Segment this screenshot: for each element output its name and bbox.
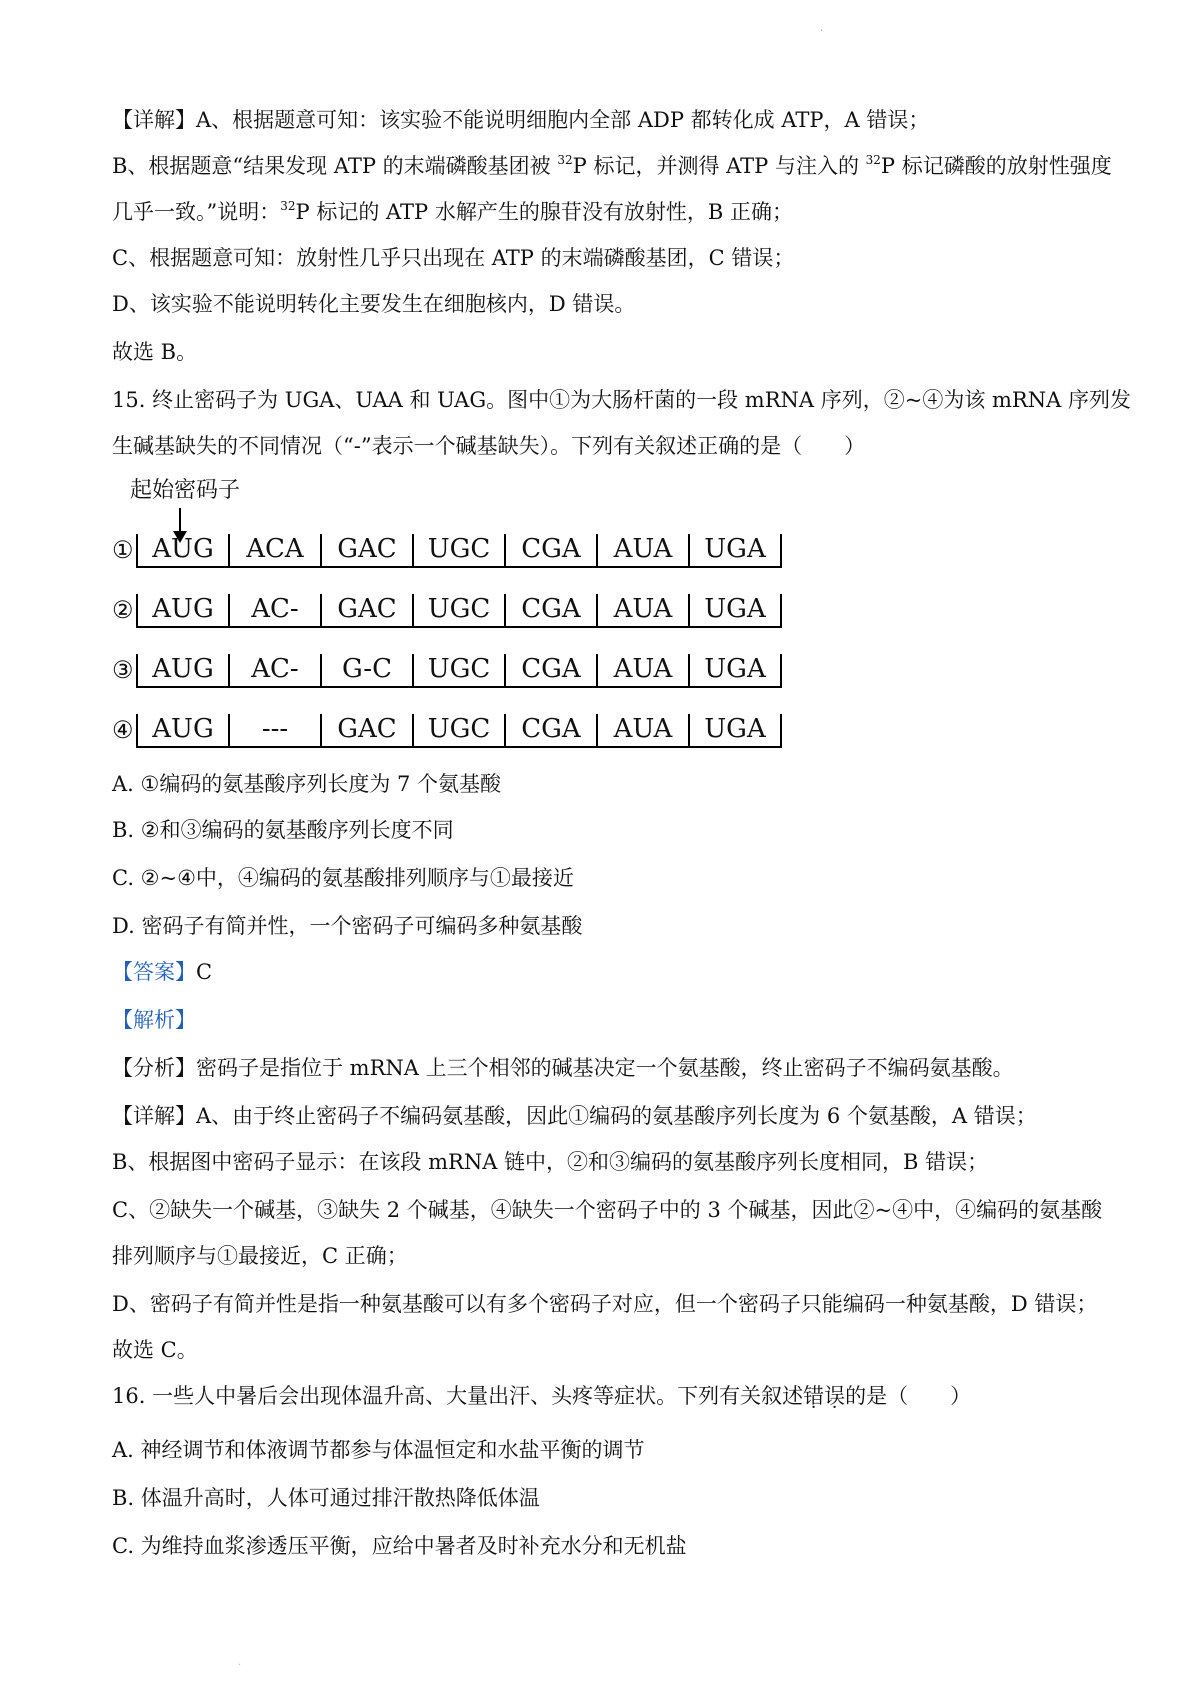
answer bbox=[112, 958, 212, 986]
codon: G-C bbox=[322, 654, 414, 686]
choose-c: 故选 C。 bbox=[112, 1338, 198, 1362]
codon: CGA bbox=[506, 714, 598, 746]
codon: UGC bbox=[414, 534, 506, 566]
codon: CGA bbox=[506, 534, 598, 566]
codon: UGC bbox=[414, 654, 506, 686]
codon: AUA bbox=[598, 534, 690, 566]
analysis-label: 【解析】 bbox=[112, 1008, 196, 1032]
option-c: C. ②~④中，④编码的氨基酸排列顺序与①最接近 bbox=[112, 866, 574, 890]
scan-dot: · bbox=[238, 1660, 242, 1671]
answer-value: C bbox=[196, 960, 213, 984]
explain-a: 【详解】A、根据题意可知：该实验不能说明细胞内全部 ADP 都转化成 ATP，A 错误； bbox=[112, 108, 930, 132]
start-codon-label: 起始密码子 bbox=[130, 478, 241, 503]
codon: AUG bbox=[138, 594, 230, 626]
codon: ACA bbox=[230, 534, 322, 566]
detail-c-line2: 排列顺序与①最接近，C 正确； bbox=[112, 1244, 408, 1268]
q16-option-a: A. 神经调节和体液调节都参与体温恒定和水盐平衡的调节 bbox=[112, 1438, 645, 1462]
explain-b-line1: B、根据题意“结果发现 ATP 的末端磷酸基团被 $^{32}$P 标记，并测得 ATP 与注入的 $^{32}$P 标记磷酸的放射性强度 bbox=[112, 153, 1112, 178]
explain-c: C、根据题意可知：放射性几乎只出现在 ATP 的末端磷酸基团，C 错误； bbox=[112, 246, 795, 270]
codon: AUG bbox=[138, 534, 230, 566]
codon: AC- bbox=[230, 594, 322, 626]
codon: AUA bbox=[598, 714, 690, 746]
option-d: D. 密码子有简并性，一个密码子可编码多种氨基酸 bbox=[112, 914, 583, 938]
scan-dot: · bbox=[820, 26, 824, 37]
codon: AUG bbox=[138, 714, 230, 746]
option-b: B. ②和③编码的氨基酸序列长度不同 bbox=[112, 818, 454, 842]
arrow-down-icon bbox=[179, 508, 181, 533]
explain-b-line2: 几乎一致。”说明：$^{32}$P 标记的 ATP 水解产生的腺苷没有放射性，B 正确； bbox=[112, 199, 793, 224]
codon: UGC bbox=[414, 594, 506, 626]
codon: AC- bbox=[230, 654, 322, 686]
row-number: ② bbox=[112, 596, 134, 624]
codon: CGA bbox=[506, 654, 598, 686]
codon: UGA bbox=[690, 534, 782, 566]
question-16: 16. 一些人中暑后会出现体温升高、大量出汗、头疼等症状。下列有关叙述错误的是（ ） bbox=[112, 1384, 972, 1408]
q16-option-b: B. 体温升高时，人体可通过排汗散热降低体温 bbox=[112, 1486, 540, 1510]
choose-b: 故选 B。 bbox=[112, 340, 198, 364]
explain-d: D、该实验不能说明转化主要发生在细胞核内，D 错误。 bbox=[112, 292, 636, 316]
q16-option-c: C. 为维持血浆渗透压平衡，应给中暑者及时补充水分和无机盐 bbox=[112, 1534, 687, 1558]
codon: UGA bbox=[690, 714, 782, 746]
option-a: A. ①编码的氨基酸序列长度为 7 个氨基酸 bbox=[112, 772, 502, 796]
codon: CGA bbox=[506, 594, 598, 626]
codon: GAC bbox=[322, 594, 414, 626]
codon: UGA bbox=[690, 654, 782, 686]
detail-b: B、根据图中密码子显示：在该段 mRNA 链中，②和③编码的氨基酸序列长度相同，B 错误； bbox=[112, 1150, 989, 1174]
codon: AUG bbox=[138, 654, 230, 686]
row-number: ① bbox=[112, 536, 134, 564]
codon: --- bbox=[230, 714, 322, 746]
codon: UGC bbox=[414, 714, 506, 746]
row-number: ③ bbox=[112, 656, 134, 684]
detail-c-line1: C、②缺失一个碱基，③缺失 2 个碱基，④缺失一个密码子中的 3 个碱基，因此②~④中，④编码的氨基酸 bbox=[112, 1198, 1103, 1222]
question-15-line1: 15. 终止密码子为 UGA、UAA 和 UAG。图中①为大肠杆菌的一段 mRNA 序列，②~④为该 mRNA 序列发 bbox=[112, 388, 1131, 412]
detail-d: D、密码子有简并性是指一种氨基酸可以有多个密码子对应，但一个密码子只能编码一种氨基酸，D 错误； bbox=[112, 1292, 1098, 1316]
question-15-line2: 生碱基缺失的不同情况（“-”表示一个碱基缺失）。下列有关叙述正确的是（ ） bbox=[112, 434, 866, 458]
answer-label: 【答案】 bbox=[112, 960, 196, 984]
row-number: ④ bbox=[112, 716, 134, 744]
codon: AUA bbox=[598, 594, 690, 626]
detail-a: 【详解】A、由于终止密码子不编码氨基酸，因此①编码的氨基酸序列长度为 6 个氨基酸，A 错误； bbox=[112, 1104, 1037, 1128]
analysis-text: 【分析】密码子是指位于 mRNA 上三个相邻的碱基决定一个氨基酸，终止密码子不编码氨基酸。 bbox=[112, 1056, 1014, 1080]
codon: GAC bbox=[322, 714, 414, 746]
codon: GAC bbox=[322, 534, 414, 566]
codon: UGA bbox=[690, 594, 782, 626]
codon: AUA bbox=[598, 654, 690, 686]
